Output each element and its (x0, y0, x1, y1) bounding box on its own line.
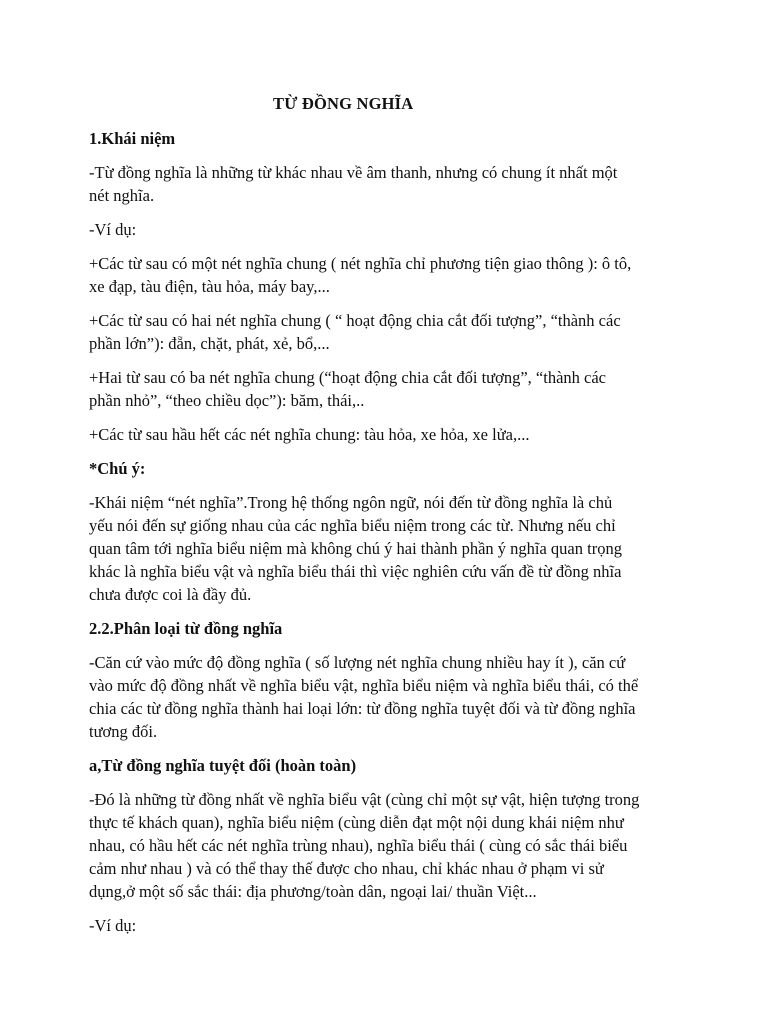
text-line: +Hai từ sau có ba nét nghĩa chung (“hoạt động chia cắt đối tượng”, “thành các (89, 368, 606, 387)
text-line: -Từ đồng nghĩa là những từ khác nhau về âm thanh, nhưng có chung ít nhất một (89, 163, 618, 182)
paragraph-example-4: +Các từ sau hầu hết các nét nghĩa chung: tàu hỏa, xe hỏa, xe lửa,... (89, 425, 530, 444)
text-line: xe đạp, tàu điện, tàu hỏa, máy bay,... (89, 277, 330, 296)
paragraph-example-3 (89, 366, 689, 412)
section-heading-classification: 2.2.Phân loại từ đồng nghĩa (89, 619, 283, 638)
paragraph-note (89, 491, 689, 606)
paragraph-example-2 (89, 309, 689, 355)
subheading-absolute-synonyms: a,Từ đồng nghĩa tuyệt đối (hoàn toàn) (89, 756, 357, 775)
paragraph-definition (89, 161, 689, 207)
text-line: quan tâm tới nghĩa biểu niệm mà không chú ý hai thành phần ý nghĩa quan trọng (89, 539, 622, 558)
section-heading-concept: 1.Khái niệm (89, 129, 176, 148)
paragraph-absolute-synonyms (89, 788, 689, 903)
text-line: phần lớn”): đẵn, chặt, phát, xẻ, bổ,... (89, 334, 330, 353)
text-line: nhau, có hầu hết các nét nghĩa trùng nhau), nghĩa biểu thái ( cùng có sắc thái biểu (89, 836, 628, 855)
text-line: +Các từ sau có một nét nghĩa chung ( nét nghĩa chỉ phương tiện giao thông ): ô tô, (89, 254, 632, 273)
paragraph-classification (89, 651, 689, 743)
text-line: cảm như nhau ) và có thể thay thế được cho nhau, chỉ khác nhau ở phạm vi sử (89, 859, 604, 878)
paragraph-example-1 (89, 252, 689, 298)
text-line: -Căn cứ vào mức độ đồng nghĩa ( số lượng nét nghĩa chung nhiều hay ít ), căn cứ (89, 653, 626, 672)
text-line: nét nghĩa. (89, 186, 155, 205)
text-line: dụng,ở một số sắc thái: địa phương/toàn dân, ngoại lai/ thuần Việt... (89, 882, 537, 901)
text-line: tương đối. (89, 722, 158, 741)
text-line: +Các từ sau có hai nét nghĩa chung ( “ hoạt động chia cắt đối tượng”, “thành các (89, 311, 621, 330)
example-label-2: -Ví dụ: (89, 916, 137, 935)
page-title: TỪ ĐỒNG NGHĨA (273, 94, 414, 113)
text-line: chia các từ đồng nghĩa thành hai loại lớn: từ đồng nghĩa tuyệt đối và từ đồng nghĩa (89, 699, 636, 718)
text-line: -Đó là những từ đồng nhất về nghĩa biểu vật (cùng chỉ một sự vật, hiện tượng trong (89, 790, 640, 809)
example-label: -Ví dụ: (89, 220, 137, 239)
note-heading: *Chú ý: (89, 459, 146, 478)
document-content (89, 92, 689, 948)
text-line: -Khái niệm “nét nghĩa”.Trong hệ thống ngôn ngữ, nói đến từ đồng nghĩa là chủ (89, 493, 613, 512)
text-line: khác là nghĩa biểu vật và nghĩa biểu thái thì việc nghiên cứu vấn đề từ đồng nhĩa (89, 562, 622, 581)
text-line: thực tế khách quan), nghĩa biểu niệm (cùng diễn đạt một nội dung khái niệm như (89, 813, 624, 832)
text-line: chưa được coi là đầy đủ. (89, 585, 252, 604)
text-line: vào mức độ đồng nhất về nghĩa biểu vật, nghĩa biểu niệm và nghĩa biểu thái, có thể (89, 676, 639, 695)
text-line: yếu nói đến sự giống nhau của các nghĩa biểu niệm trong các từ. Nhưng nếu chỉ (89, 516, 616, 535)
text-line: phần nhỏ”, “theo chiều dọc”): băm, thái,.. (89, 391, 365, 410)
